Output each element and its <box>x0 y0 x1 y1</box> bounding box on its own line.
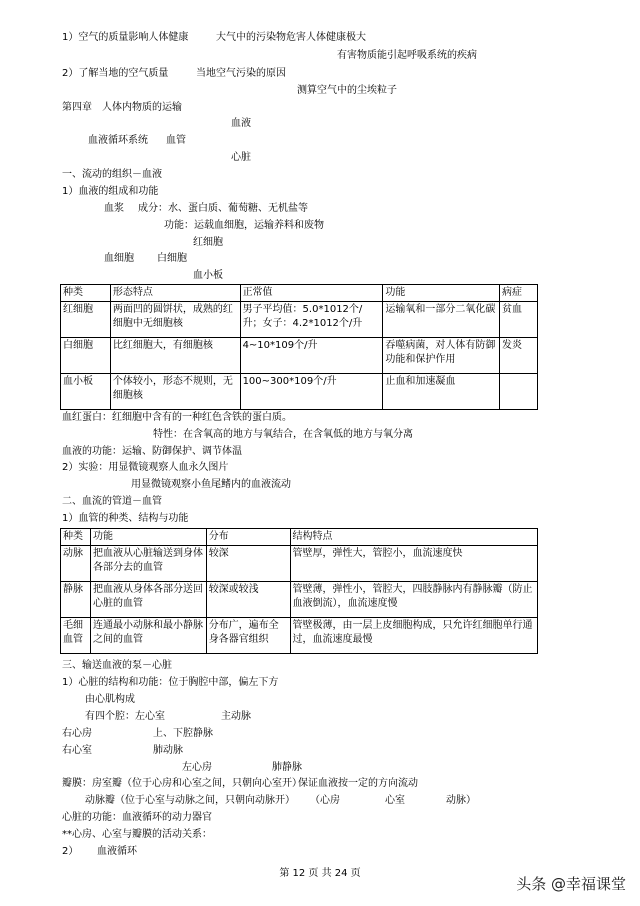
table-cell: 管壁厚，弹性大，管腔小，血流速度快 <box>290 546 537 582</box>
subsection-vessels: 1）血管的种类、结构与功能 <box>62 513 189 524</box>
table-cell: 比红细胞大，有细胞核 <box>110 338 240 374</box>
table-header-cell: 形态特点 <box>110 285 240 302</box>
line-pollutants: 大气中的污染物危害人体健康极大 <box>216 32 366 43</box>
page-number: 第 12 页 共 24 页 <box>279 868 361 879</box>
watermark: 头条 @幸福课堂 <box>516 875 626 893</box>
label-rbc: 红细胞 <box>193 237 223 248</box>
table-cell: 贫血 <box>500 302 538 338</box>
section-one-heading: 一、流动的组织－血液 <box>62 169 162 180</box>
four-chambers: 有四个腔：左心室 <box>85 711 165 722</box>
subsection-composition: 1）血液的组成和功能 <box>62 186 159 197</box>
label-vena-cava: 上、下腔静脉 <box>153 728 213 739</box>
line-pollution-cause: 当地空气污染的原因 <box>196 68 286 79</box>
table-cell: 100~300*109个/升 <box>240 374 383 410</box>
label-wbc: 白细胞 <box>157 253 187 264</box>
chapter-title: 第四章 人体内物质的运输 <box>62 102 182 113</box>
valve-av: 瓣膜：房室瓣（位于心房和心室之间，只朝向心室开） <box>62 778 302 789</box>
table-header-cell: 功能 <box>383 285 500 302</box>
section-three-heading: 三、输送血液的泵－心脏 <box>62 660 172 671</box>
label-blood: 血液 <box>231 118 251 129</box>
label-right-ventricle: 右心室 <box>62 745 92 756</box>
blood-function: 血液的功能：运输、防御保护、调节体温 <box>62 446 242 457</box>
table-cell: 毛细血管 <box>61 618 91 654</box>
experiment-1: 2）实验：用显微镜观察人血永久图片 <box>62 462 229 473</box>
label-platelet: 血小板 <box>193 270 223 281</box>
table-cell: 红细胞 <box>61 302 111 338</box>
heart-function: 心脏的功能：血液循环的动力器官 <box>62 812 212 823</box>
label-vessel: 血管 <box>166 135 186 146</box>
experiment-2: 用显微镜观察小鱼尾鳍内的血液流动 <box>131 479 291 490</box>
table-cell: 男子平均值：5.0*1012个/升；女子：4.2*1012个/升 <box>240 302 383 338</box>
table-header-cell: 分布 <box>206 529 290 546</box>
hemoglobin-definition: 血红蛋白：红细胞中含有的一种红色含铁的蛋白质。 <box>62 412 292 423</box>
valve-purpose: 保证血液按一定的方向流动 <box>298 778 418 789</box>
table-cell: 较深或较浅 <box>206 582 290 618</box>
table-header-cell: 正常值 <box>240 285 383 302</box>
heart-location: 1）心脏的结构和功能：位于胸腔中部，偏左下方 <box>62 677 279 688</box>
valve-relation: **心房、心室与瓣膜的活动关系： <box>62 829 212 840</box>
table-cell: 连通最小动脉和最小静脉之间的血管 <box>90 618 206 654</box>
table-cell: 血小板 <box>61 374 111 410</box>
label-aorta: 主动脉 <box>221 711 251 722</box>
label-right-atrium: 右心房 <box>62 728 92 739</box>
label-circulatory-system: 血液循环系统 <box>88 135 148 146</box>
table-row <box>61 618 538 654</box>
table-cell: 动脉 <box>61 546 91 582</box>
table-row <box>61 546 538 582</box>
table-row <box>61 374 538 410</box>
table-row <box>61 338 538 374</box>
table-header-cell: 功能 <box>90 529 206 546</box>
table-cell: 4~10*109个/升 <box>240 338 383 374</box>
table-row <box>61 302 538 338</box>
table-cell: 管壁极薄，由一层上皮细胞构成，只允许红细胞单行通过，血流速度最慢 <box>290 618 537 654</box>
valve-arterial: 动脉瓣（位于心室与动脉之间，只朝向动脉开） <box>85 795 295 806</box>
table-cell: 吞噬病菌，对人体有防御功能和保护作用 <box>383 338 500 374</box>
plasma-composition: 成分：水、蛋白质、葡萄糖、无机盐等 <box>138 203 308 214</box>
label-plasma: 血浆 <box>104 203 124 214</box>
line-local-air: 2）了解当地的空气质量 <box>62 68 169 79</box>
table-header-cell: 种类 <box>61 285 111 302</box>
table-cell: 运输氧和一部分二氧化碳 <box>383 302 500 338</box>
line-air-health: 1）空气的质量影响人体健康 <box>62 32 189 43</box>
label-blood-cells: 血细胞 <box>104 253 134 264</box>
table-cell: 止血和加速凝血 <box>383 374 500 410</box>
table-cell <box>500 374 538 410</box>
table-header-row <box>61 285 538 302</box>
table-row <box>61 582 538 618</box>
table-header-cell: 病症 <box>500 285 538 302</box>
table-cell: 发炎 <box>500 338 538 374</box>
label-pulmonary-vein: 肺静脉 <box>272 762 302 773</box>
table-header-cell: 种类 <box>61 529 91 546</box>
table-cell: 较深 <box>206 546 290 582</box>
table-cell: 把血液从心脏输送到身体各部分去的血管 <box>90 546 206 582</box>
plasma-function: 功能：运载血细胞，运输养料和废物 <box>164 220 324 231</box>
label-heart: 心脏 <box>231 152 251 163</box>
line-dust: 测算空气中的尘埃粒子 <box>297 85 397 96</box>
section-two-heading: 二、血流的管道－血管 <box>62 496 162 507</box>
flow-ventricle: 心室 <box>385 795 405 806</box>
table-header-row <box>61 529 538 546</box>
line-respiratory: 有害物质能引起呼吸系统的疾病 <box>337 50 477 61</box>
table-cell: 两面凹的圆饼状，成熟的红细胞中无细胞核 <box>110 302 240 338</box>
table-cell: 静脉 <box>61 582 91 618</box>
table-cell: 管壁薄，弹性小，管腔大，四肢静脉内有静脉瓣（防止血液倒流），血流速度慢 <box>290 582 537 618</box>
table-cell: 分布广，遍布全身各器官组织 <box>206 618 290 654</box>
flow-atrium: （心房 <box>310 795 340 806</box>
label-circulation: 血液循环 <box>97 846 137 857</box>
table-cell: 个体较小，形态不规则，无细胞核 <box>110 374 240 410</box>
heart-muscle: 由心肌构成 <box>85 694 135 705</box>
label-pulmonary-artery: 肺动脉 <box>153 745 183 756</box>
item-two: 2） <box>62 846 79 857</box>
vessel-table <box>60 528 538 654</box>
flow-artery: 动脉） <box>446 795 476 806</box>
table-cell: 白细胞 <box>61 338 111 374</box>
hemoglobin-property: 特性：在含氧高的地方与氧结合，在含氧低的地方与氧分离 <box>153 429 413 440</box>
table-cell: 把血液从身体各部分送回心脏的血管 <box>90 582 206 618</box>
table-header-cell: 结构特点 <box>290 529 537 546</box>
blood-cell-table <box>60 284 538 410</box>
label-left-atrium: 左心房 <box>182 762 212 773</box>
